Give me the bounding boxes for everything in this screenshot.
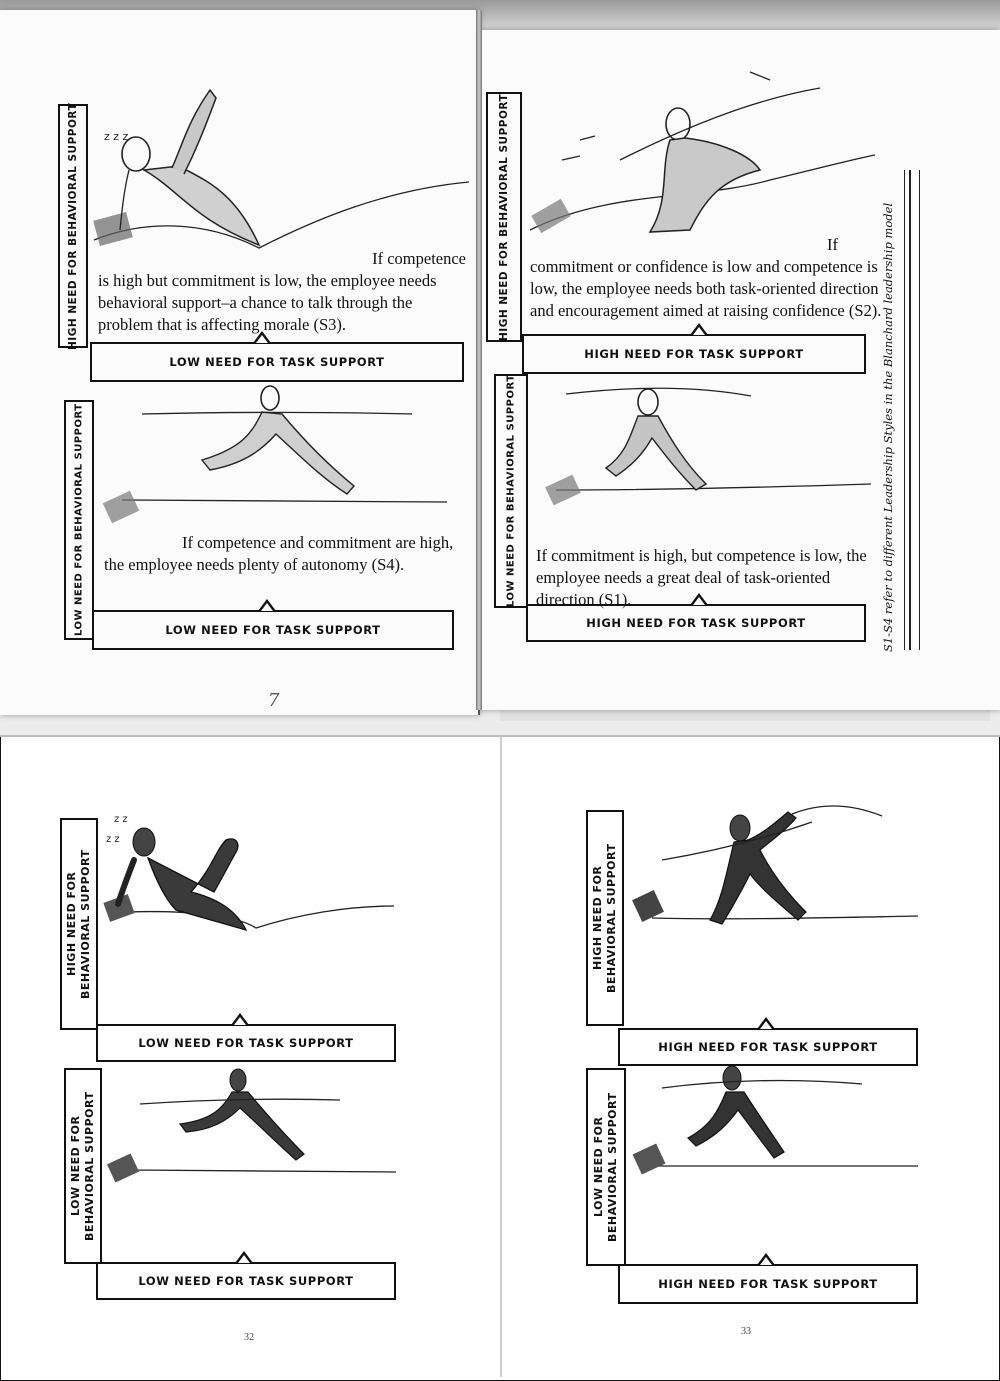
p32-bottom-vertical-label-line2: BEHAVIORAL SUPPORT — [83, 1091, 96, 1241]
p33-bottom-vertical-box — [586, 1068, 626, 1266]
page-number-33: 33 — [741, 1326, 751, 1337]
scan-s3-caption — [98, 249, 466, 336]
p33-bottom-vertical-label-line2: BEHAVIORAL SUPPORT — [606, 1092, 619, 1242]
scan-s3-vertical-label: HIGH NEED FOR BEHAVIORAL SUPPORT — [67, 102, 79, 350]
svg-text:z z: z z — [114, 814, 128, 825]
pen-scrawl: 7 — [268, 690, 280, 711]
scan-s1-illustration — [526, 372, 876, 522]
p32-top-vertical-label-line2: BEHAVIORAL SUPPORT — [79, 849, 92, 999]
p33-top-vertical-label-line2: BEHAVIORAL SUPPORT — [605, 843, 618, 993]
scan-s1-caption — [536, 545, 888, 611]
scan-s2-illustration — [520, 60, 880, 250]
scan-s3-caption-lead: If competence — [372, 249, 466, 268]
p33-top-illustration — [622, 790, 922, 950]
margin-lines — [904, 170, 920, 650]
scan-s1-caption-body: If commitment is high, but competence is low, the employee needs a great deal of task-oriented direction (S1). — [536, 546, 867, 609]
p33-top-horizontal-box — [618, 1028, 918, 1066]
scan-s2-vertical-label: HIGH NEED FOR BEHAVIORAL SUPPORT — [498, 93, 510, 341]
scan-s1-horizontal-label: HIGH NEED FOR TASK SUPPORT — [586, 616, 806, 630]
scan-s4-caption — [104, 532, 454, 576]
scan-s2-caption-lead: If — [827, 235, 838, 254]
scan-s4-vertical-label: LOW NEED FOR BEHAVIORAL SUPPORT — [73, 403, 85, 637]
svg-text:z z: z z — [106, 834, 120, 845]
scan-s3-horizontal-box — [90, 342, 464, 382]
scan-s3-illustration — [84, 70, 474, 260]
scan-s4-illustration — [92, 378, 462, 528]
p32-bottom-vertical-label-line1: LOW NEED FOR — [69, 1115, 82, 1217]
scan-s1-vertical-label: LOW NEED FOR BEHAVIORAL SUPPORT — [505, 374, 517, 608]
scan-s3-caption-body: is high but commitment is low, the employee needs behavioral support–a chance to talk through the problem that is affecting morale (S3). — [98, 271, 437, 334]
p32-top-horizontal-box — [96, 1024, 396, 1062]
scan-s3-horizontal-label: LOW NEED FOR TASK SUPPORT — [169, 355, 385, 369]
p32-top-vertical-label-line1: HIGH NEED FOR — [65, 871, 78, 977]
p33-bottom-horizontal-label: HIGH NEED FOR TASK SUPPORT — [658, 1277, 878, 1291]
p33-top-horizontal-label: HIGH NEED FOR TASK SUPPORT — [658, 1040, 878, 1054]
scan-s1-horizontal-box — [526, 604, 866, 642]
scan-s2-horizontal-box — [522, 334, 866, 374]
p32-top-horizontal-label: LOW NEED FOR TASK SUPPORT — [138, 1036, 354, 1050]
p32-bottom-vertical-box — [64, 1068, 102, 1264]
p32-top-illustration — [96, 800, 396, 950]
p32-bottom-horizontal-label: LOW NEED FOR TASK SUPPORT — [138, 1274, 354, 1288]
p32-top-vertical-box — [60, 818, 98, 1030]
handwritten-margin-note: S1-S4 refer to different Leadership Styles in the Blanchard leadership model — [881, 202, 895, 652]
p33-bottom-vertical-label-line1: LOW NEED FOR — [592, 1116, 605, 1218]
page-gutter — [500, 737, 502, 1377]
scan-s2-caption — [530, 235, 890, 322]
scan-s2-caption-body: commitment or confidence is low and competence is low, the employee needs both task-oriented direction and encouragement aimed at raising confidence (S2). — [530, 257, 882, 320]
scan-s4-caption-body: If competence and commitment are high, the employee needs plenty of autonomy (S4). — [104, 533, 454, 574]
p33-bottom-horizontal-box — [618, 1264, 918, 1304]
book-spine — [476, 10, 482, 710]
scan-s1-vertical-box — [494, 374, 528, 608]
scan-s4-horizontal-label: LOW NEED FOR TASK SUPPORT — [165, 623, 381, 637]
scan-s4-horizontal-box — [92, 610, 454, 650]
page-number-32: 32 — [244, 1332, 254, 1343]
scan-s2-horizontal-label: HIGH NEED FOR TASK SUPPORT — [584, 347, 804, 361]
p33-bottom-illustration — [622, 1062, 922, 1192]
p32-bottom-horizontal-box — [96, 1262, 396, 1300]
scan-s2-vertical-box — [486, 92, 522, 342]
p33-top-vertical-box — [586, 810, 624, 1026]
p33-top-vertical-label-line1: HIGH NEED FOR — [591, 865, 604, 971]
p32-bottom-illustration — [100, 1060, 400, 1190]
scan-s4-vertical-box — [64, 400, 94, 640]
svg-text:z z z: z z z — [104, 130, 129, 143]
